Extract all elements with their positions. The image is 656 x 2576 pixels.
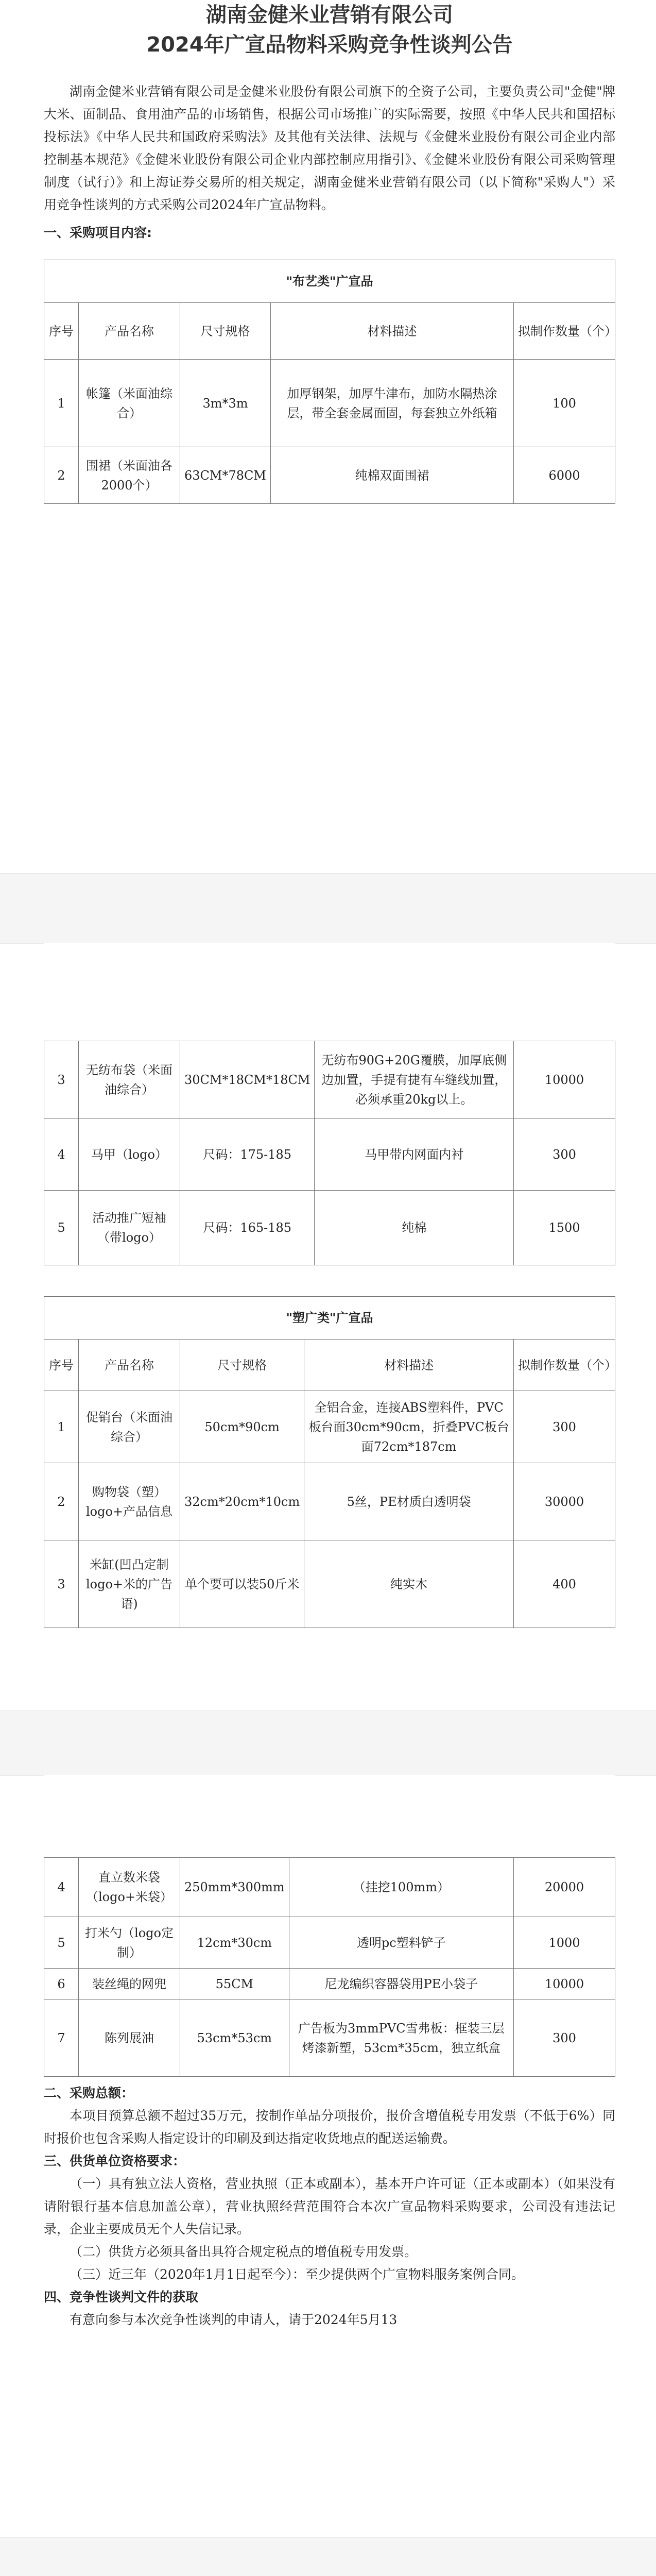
intro-paragraph: 湖南金健米业营销有限公司是金健米业股份有限公司旗下的全资子公司，主要负责公司"金健"牌大米、面制品、食用油产品的市场销售，根据公司市场推广的实际需要，按照《中华人民共和国招标投标法》《中华人民共和国政府采购法》及其他有关法律、法规与《金健米业股份有限公司企业内部控制基本规范》《金健米业股份有限公司企业内部控制应用指引》、《金健米业股份有限公司采购管理制度（试行）》和上海证券交易所的相关规定，湖南金健米业营销有限公司（以下简称"采购人"）采用竞争性谈判的方式采购公司2024年广宣品物料。 <box>44 84 615 212</box>
table-row: 5 活动推广短袖（带logo） 尺码：165-185 纯棉 1500 <box>44 1191 615 1265</box>
table-row: 1 帐篷（米面油综合） 3m*3m 加厚钢架，加厚牛津布，加防水隔热涂层，带全套金属面固，每套独立外纸箱 100 <box>44 360 615 447</box>
notice-title: 2024年广宣品物料采购竞争性谈判公告 <box>146 33 513 57</box>
category-craft: "布艺类"广宣品 <box>44 260 615 303</box>
notice-title-company: 湖南金健米业营销有限公司 <box>206 3 453 27</box>
section-3-heading: 三、供货单位资格要求： <box>44 2154 186 2168</box>
page-2 <box>44 943 615 1710</box>
table-row: 3 米缸(凹凸定制logo+米的广告语) 单个要可以装50斤米 纯实木 400 <box>44 1540 615 1628</box>
budget-text: 本项目预算总额不超过35万元，按制作单品分项报价，报价含增值税专用发票（不低于6%）同时报价也包含采购人指定设计的印刷及到达指定收货地点的配送运输费。 <box>44 2108 615 2146</box>
col-qty: 拟制作数量（个） <box>514 303 615 360</box>
table-row: 5 打米勺（logo定制） 12cm*30cm 透明pc塑料铲子 1000 <box>44 1917 615 1969</box>
col-name: 产品名称 <box>79 303 180 360</box>
table-row: 4 马甲（logo） 尺码：175-185 马甲带内网面内衬 300 <box>44 1118 615 1191</box>
requirement-3: （三）近三年（2020年1月1日起至今）：至少提供两个广宣物料服务案例合同。 <box>70 2267 524 2282</box>
table-row: 2 购物袋（塑）logo+产品信息 32cm*20cm*10cm 5丝，PE材质白透明袋 30000 <box>44 1463 615 1540</box>
section-1-heading: 一、采购项目内容: <box>44 225 152 240</box>
craft-table-cont <box>44 1041 615 1265</box>
page-1 <box>44 0 615 873</box>
plastic-table: "塑广类"广宣品 序号 产品名称 尺寸规格 材料描述 拟制作数量（个） 1 促销台（米面油综合） 50cm*90cm 全铝合金，连接ABS塑料件，PVC板台面30cm*90cm，折叠PVC板台面72cm*187cm 300 2 购物袋（塑）logo+产品信息 32cm*20cm*10cm 5丝，PE材质白透明袋 30000 3 米缸(凹凸定制logo+米的广告语) 单个要可以装50斤米 纯实木 400 <box>44 1296 615 1628</box>
get-doc-text-a: 有意向参与本次竞争性谈判的申请人，请于2024年5月13 <box>70 2312 398 2327</box>
page-3 <box>44 1775 615 2537</box>
col-no: 序号 <box>44 303 79 360</box>
section-2-heading: 二、采购总额： <box>44 2086 134 2100</box>
table-row: 4 直立数米袋（logo+米袋） 250mm*300mm （挂挖100mm） 20000 <box>44 1858 615 1917</box>
col-material: 材料描述 <box>270 303 513 360</box>
page-gap <box>0 1710 656 1776</box>
category-plastic: "塑广类"广宣品 <box>44 1297 615 1340</box>
table-row: 1 促销台（米面油综合） 50cm*90cm 全铝合金，连接ABS塑料件，PVC板台面30cm*90cm，折叠PVC板台面72cm*187cm 300 <box>44 1391 615 1463</box>
section-4-heading: 四、竞争性谈判文件的获取 <box>44 2290 199 2304</box>
table-row: 6 装丝绳的网兜 55CM 尼龙编织容器袋用PE小袋子 10000 <box>44 1969 615 1999</box>
plastic-table-cont <box>44 1857 615 2077</box>
table-row: 2 围裙（米面油各2000个） 63CM*78CM 纯棉双面围裙 6000 <box>44 447 615 504</box>
page-gap <box>0 2537 656 2576</box>
requirement-1: （一）具有独立法人资格，营业执照（正本或副本），基本开户许可证（正本或副本）（如果没有请附银行基本信息加盖公章），营业执照经营范围符合本次广宣品物料采购要求，公司没有违法记录，企业主要成员无个人失信记录。 <box>44 2176 615 2236</box>
requirement-2: （二）供货方必须具备出具符合规定税点的增值税专用发票。 <box>70 2244 418 2259</box>
craft-table <box>44 260 615 504</box>
table-row: 7 陈列展油 53cm*53cm 广告板为3mmPVC雪弗板：框装三层烤漆新塑，53cm*35cm，独立纸盒 300 <box>44 1999 615 2077</box>
col-size: 尺寸规格 <box>180 303 271 360</box>
table-row: 3 无纺布袋（米面油综合） 30CM*18CM*18CM 无纺布90G+20G覆膜，加厚底侧边加置，手提有捷有车缝线加置，必须承重20kg以上。 10000 <box>44 1041 615 1118</box>
page-gap <box>0 873 656 944</box>
